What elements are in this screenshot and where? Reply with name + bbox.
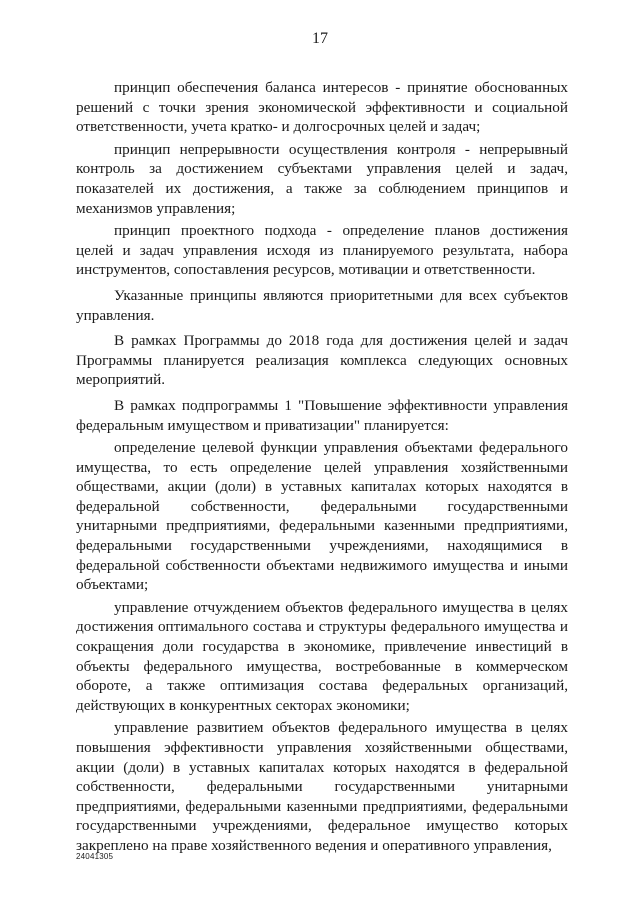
paragraph-target-function: определение целевой функции управления объектами федерального имущества, то есть определение целей управления хозяйственными обществами, акции (доли) в уставных капиталах которых находятся в федеральной собственности, федеральными государственными унитарными предприятиями, федеральными казенными предприятиями, федеральными государственными учреждениями, находящимися в федеральной собственности объектами недвижимого имущества и иными объектами; bbox=[76, 439, 568, 594]
paragraph-program-measures: В рамках Программы до 2018 года для достижения целей и задач Программы планируется реализация комплекса следующих основных мероприятий. bbox=[76, 332, 568, 389]
document-code: 24041305 bbox=[76, 852, 114, 861]
page-number: 17 bbox=[312, 30, 328, 47]
paragraph-balance-principle: принцип обеспечения баланса интересов - принятие обоснованных решений с точки зрения экономической эффективности и социальной ответственности, учета кратко- и долгосрочных целей и задач; bbox=[76, 79, 568, 136]
paragraph-project-principle: принцип проектного подхода - определение планов достижения целей и задач управления исходя из планируемого результата, набора инструментов, сопоставления ресурсов, мотивации и ответственности. bbox=[76, 222, 568, 279]
document-body bbox=[76, 78, 568, 859]
paragraph-priority-statement: Указанные принципы являются приоритетными для всех субъектов управления. bbox=[76, 286, 568, 324]
paragraph-subprogram-1: В рамках подпрограммы 1 "Повышение эффективности управления федеральным имуществом и приватизации" планируется: bbox=[76, 396, 568, 434]
paragraph-development-management: управление развитием объектов федерального имущества в целях повышения эффективности управления хозяйственными обществами, акции (доли) в уставных капиталах которых находятся в федеральной собственности, федеральными государственными унитарными предприятиями, федеральными казенными предприятиями, федеральными государственными учреждениями, федеральное имущество которых закреплено на праве хозяйственного ведения и оперативного управления, bbox=[76, 719, 568, 854]
paragraph-continuity-principle: принцип непрерывности осуществления контроля - непрерывный контроль за достижением субъектами управления целей и задач, показателей их достижения, а также за соблюдением принципов и механизмов управления; bbox=[76, 140, 568, 217]
paragraph-alienation-management: управление отчуждением объектов федерального имущества в целях достижения оптимального состава и структуры федерального имущества и сокращения доли государства в экономике, привлечение инвестиций в объекты федерального имущества, востребованные в коммерческом обороте, а также оптимизация состава федеральных организаций, действующих в конкурентных секторах экономики; bbox=[76, 598, 568, 714]
